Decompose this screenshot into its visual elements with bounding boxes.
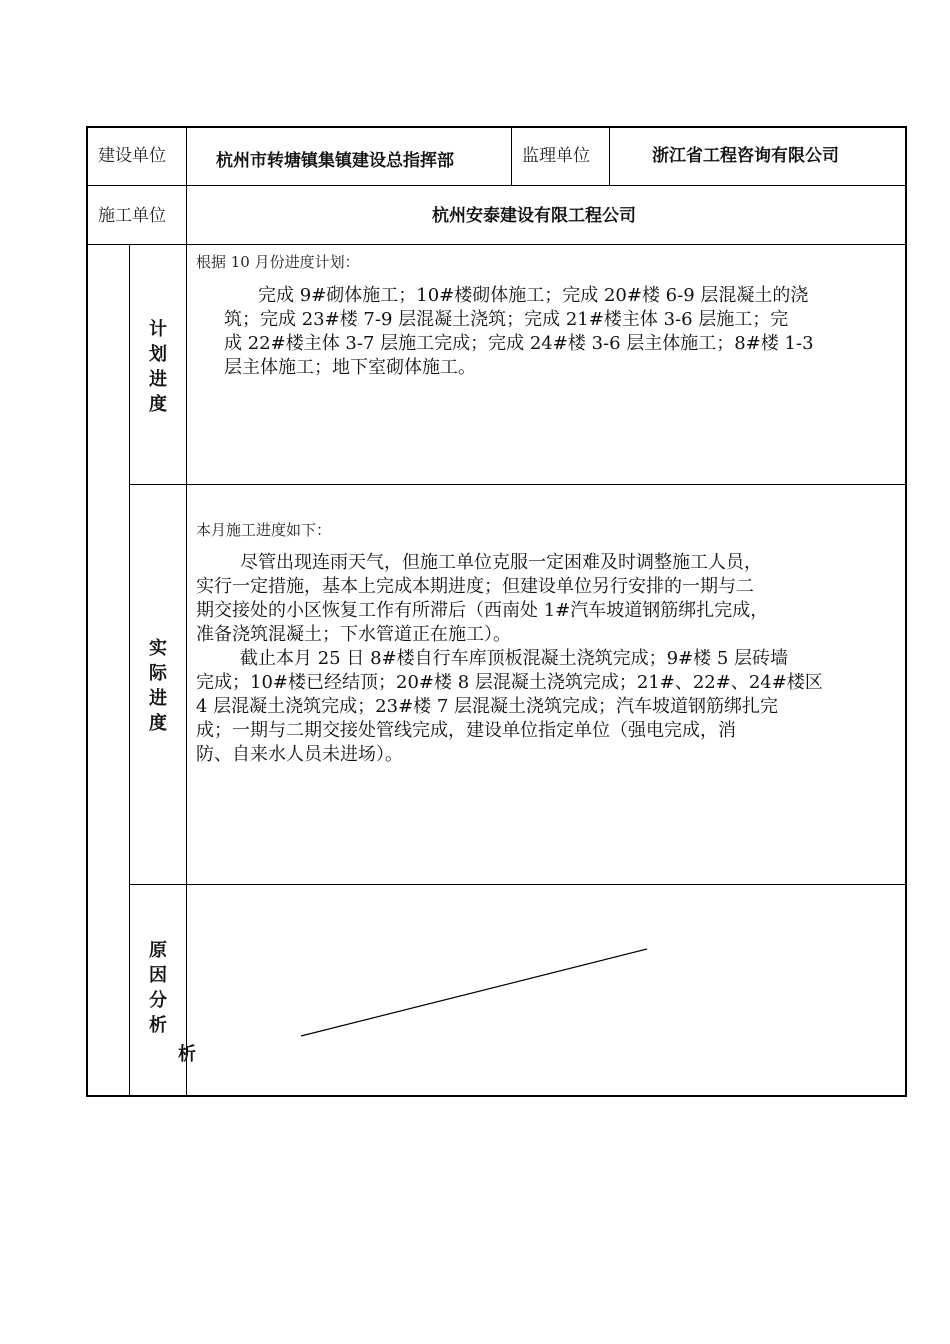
plan-line: 筑；完成 23#楼 7-9 层混凝土浇筑；完成 21#楼主体 3-6 层施工；完	[224, 309, 789, 330]
contractor-label: 施工单位	[98, 206, 166, 226]
actual-line: 完成；10#楼已经结顶；20#楼 8 层混凝土浇筑完成；21#、22#、24#楼区	[196, 672, 823, 693]
actual-line: 截止本月 25 日 8#楼自行车库顶板混凝土浇筑完成；9#楼 5 层砖墙	[240, 648, 789, 669]
actual-intro: 本月施工进度如下：	[196, 521, 332, 539]
plan-line: 成 22#楼主体 3-7 层施工完成；完成 24#楼 3-6 层主体施工；8#楼 1-3	[224, 333, 814, 354]
reason-label-char: 原	[149, 940, 167, 961]
reason-label-char: 因	[149, 965, 167, 986]
builder-label: 建设单位	[98, 146, 166, 166]
plan-label-char: 进	[149, 369, 167, 390]
actual-label-char: 进	[149, 688, 167, 709]
actual-line: 4 层混凝土浇筑完成；23#楼 7 层混凝土浇筑完成；汽车坡道钢筋绑扎完	[196, 696, 779, 717]
reason-label-char: 析	[149, 1015, 167, 1036]
contractor-value: 杭州安泰建设有限工程公司	[432, 206, 636, 226]
builder-value: 杭州市转塘镇集镇建设总指挥部	[216, 151, 454, 171]
actual-line: 准备浇筑混凝土；下水管道正在施工）。	[196, 624, 511, 645]
plan-label-char: 计	[149, 319, 167, 340]
actual-label-char: 际	[149, 663, 167, 684]
plan-intro: 根据 10 月份进度计划：	[196, 253, 360, 271]
actual-line: 防、自来水人员未进场）。	[196, 744, 403, 765]
reason-label-char: 分	[149, 990, 167, 1011]
actual-line: 尽管出现连雨天气，但施工单位克服一定困难及时调整施工人员，	[240, 552, 762, 573]
actual-label-char: 实	[149, 638, 167, 659]
plan-label-char: 度	[149, 394, 167, 415]
plan-label-char: 划	[149, 344, 167, 365]
actual-line: 成；一期与二期交接处管线完成，建设单位指定单位（强电完成，消	[196, 720, 736, 741]
plan-line: 层主体施工；地下室砌体施工。	[224, 357, 476, 378]
actual-line: 期交接处的小区恢复工作有所滞后（西南处 1#汽车坡道钢筋绑扎完成，	[196, 600, 769, 621]
reason-stray-char: 析	[178, 1044, 196, 1065]
supervisor-value: 浙江省工程咨询有限公司	[652, 146, 839, 166]
actual-line: 实行一定措施，基本上完成本期进度；但建设单位另行安排的一期与二	[196, 576, 754, 597]
plan-line: 完成 9#砌体施工；10#楼砌体施工；完成 20#楼 6-9 层混凝土的浇	[258, 285, 809, 306]
supervisor-label: 监理单位	[522, 146, 590, 166]
actual-label-char: 度	[149, 713, 167, 734]
